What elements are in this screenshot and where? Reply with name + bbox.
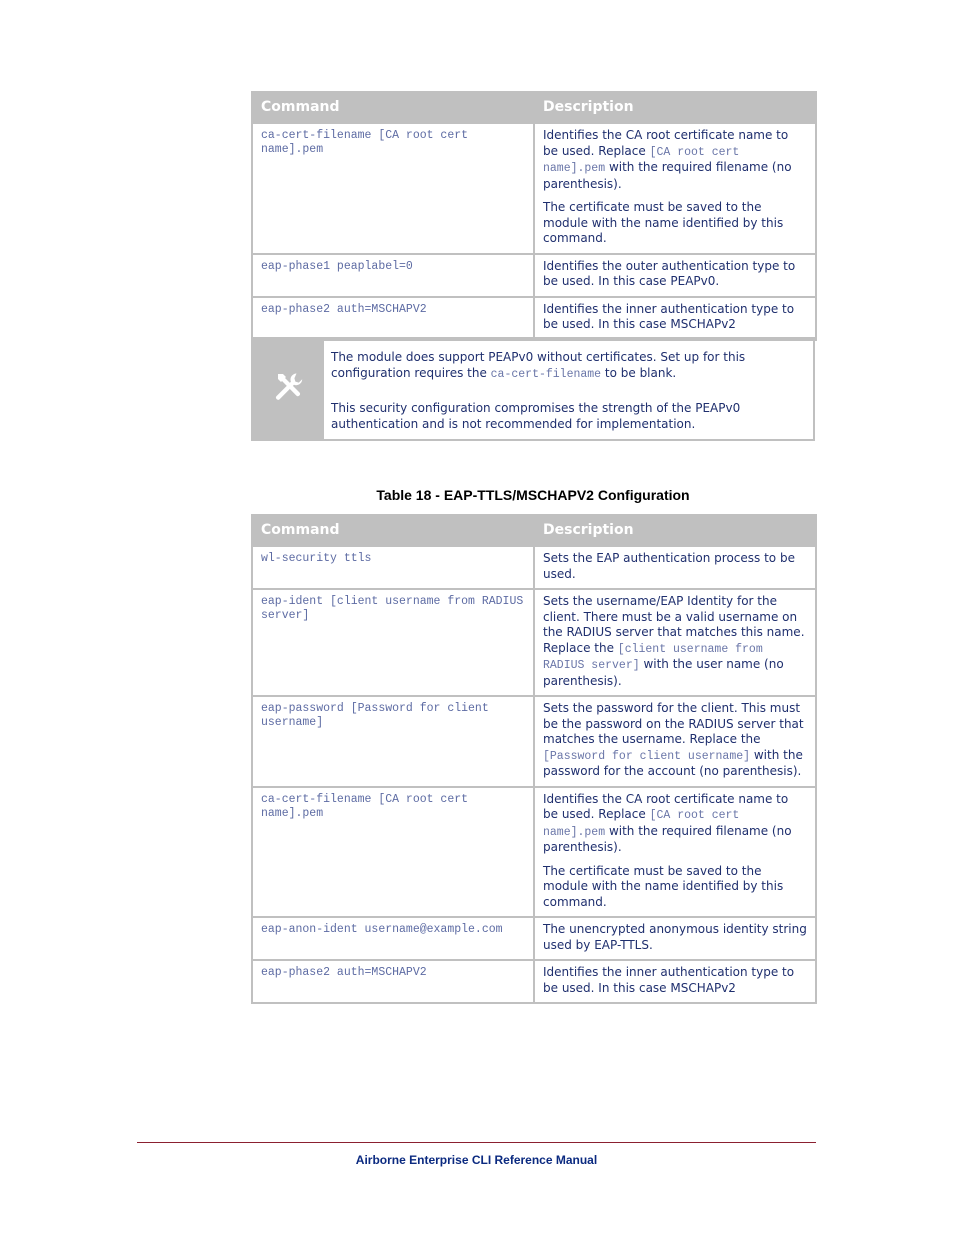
description-text: Sets the username/EAP Identity for the client. There must be a valid username on the RADIUS server that matches this name. Replace the	[543, 594, 805, 655]
description-paragraph: The certificate must be saved to the module with the name identified by this command.	[543, 200, 784, 245]
header-command: Command	[252, 92, 534, 123]
inline-code: [Password for client username]	[543, 749, 751, 763]
note-paragraph: This security configuration compromises the strength of the PEAPv0 authentication and is not recommended for implementation.	[331, 401, 741, 431]
description-cell: Sets the EAP authentication process to be used.	[534, 546, 816, 589]
description-text: Sets the password for the client. This must be the password on the RADIUS server that matches the username. Replace the	[543, 701, 804, 746]
table-row	[252, 123, 816, 254]
command-cell: eap-phase1 peaplabel=0	[252, 254, 534, 297]
table-row	[252, 589, 816, 696]
description-cell: Identifies the outer authentication type to be used. In this case PEAPv0.	[534, 254, 816, 297]
footer-title: Airborne Enterprise CLI Reference Manual	[355, 1153, 598, 1167]
table-caption: Table 18 - EAP-TTLS/MSCHAPV2 Configuration	[376, 487, 690, 503]
description-cell	[534, 123, 816, 254]
description-text: with the required filename (no parenthesis).	[543, 160, 792, 191]
description-cell: The unencrypted anonymous identity string used by EAP-TTLS.	[534, 917, 816, 960]
command-table-peap	[251, 91, 817, 341]
description-cell: Identifies the inner authentication type to be used. In this case MSCHAPv2	[534, 297, 816, 340]
note-box	[251, 337, 815, 441]
note-icon-cell	[253, 339, 324, 439]
command-cell: eap-anon-ident username@example.com	[252, 917, 534, 960]
inline-code: [CA root cert name].pem	[543, 809, 740, 839]
inline-code: ca-cert-filename	[490, 367, 602, 381]
command-cell: ca-cert-filename [CA root cert name].pem	[252, 123, 534, 254]
tools-icon	[272, 370, 306, 408]
header-command: Command	[252, 515, 534, 546]
description-paragraph	[543, 792, 807, 856]
description-text: with the user name (no parenthesis).	[543, 657, 784, 688]
table-header-row	[252, 92, 816, 123]
command-cell: eap-ident [client username from RADIUS server]	[252, 589, 534, 696]
table-row	[252, 546, 816, 589]
command-cell: eap-phase2 auth=MSCHAPV2	[252, 960, 534, 1003]
inline-code: [CA root cert name].pem	[543, 145, 740, 175]
description-cell	[534, 696, 816, 787]
header-description: Description	[534, 92, 816, 123]
table-row	[252, 297, 816, 340]
description-cell	[534, 589, 816, 696]
inline-code: [client username from RADIUS server]	[543, 642, 763, 672]
command-cell: wl-security ttls	[252, 546, 534, 589]
description-text: with the required filename (no parenthesis).	[543, 823, 792, 854]
description-paragraph	[543, 128, 807, 192]
table-row	[252, 254, 816, 297]
command-table-ttls	[251, 514, 817, 1004]
description-text: with the password for the account (no parenthesis).	[543, 747, 803, 778]
table-row	[252, 787, 816, 918]
command-cell: eap-phase2 auth=MSCHAPV2	[252, 297, 534, 340]
description-text: Identifies the CA root certificate name to be used. Replace	[543, 791, 789, 821]
command-cell: ca-cert-filename [CA root cert name].pem	[252, 787, 534, 918]
footer-divider	[137, 1142, 816, 1143]
description-paragraph: The certificate must be saved to the module with the name identified by this command.	[543, 863, 784, 909]
command-cell: eap-password [Password for client username]	[252, 696, 534, 787]
note-text-span: to be blank.	[601, 365, 677, 380]
table-row	[252, 917, 816, 960]
table-row	[252, 960, 816, 1003]
description-cell: Identifies the inner authentication type to be used. In this case MSCHAPv2	[534, 960, 816, 1003]
note-text-span: The module does support PEAPv0 without certificates. Set up for this configuration requires the	[331, 350, 746, 380]
description-cell	[534, 787, 816, 918]
note-text	[324, 339, 813, 439]
header-description: Description	[534, 515, 816, 546]
note-paragraph	[331, 350, 805, 382]
description-text: Identifies the CA root certificate name to be used. Replace	[543, 128, 789, 158]
table-row	[252, 696, 816, 787]
table-header-row	[252, 515, 816, 546]
